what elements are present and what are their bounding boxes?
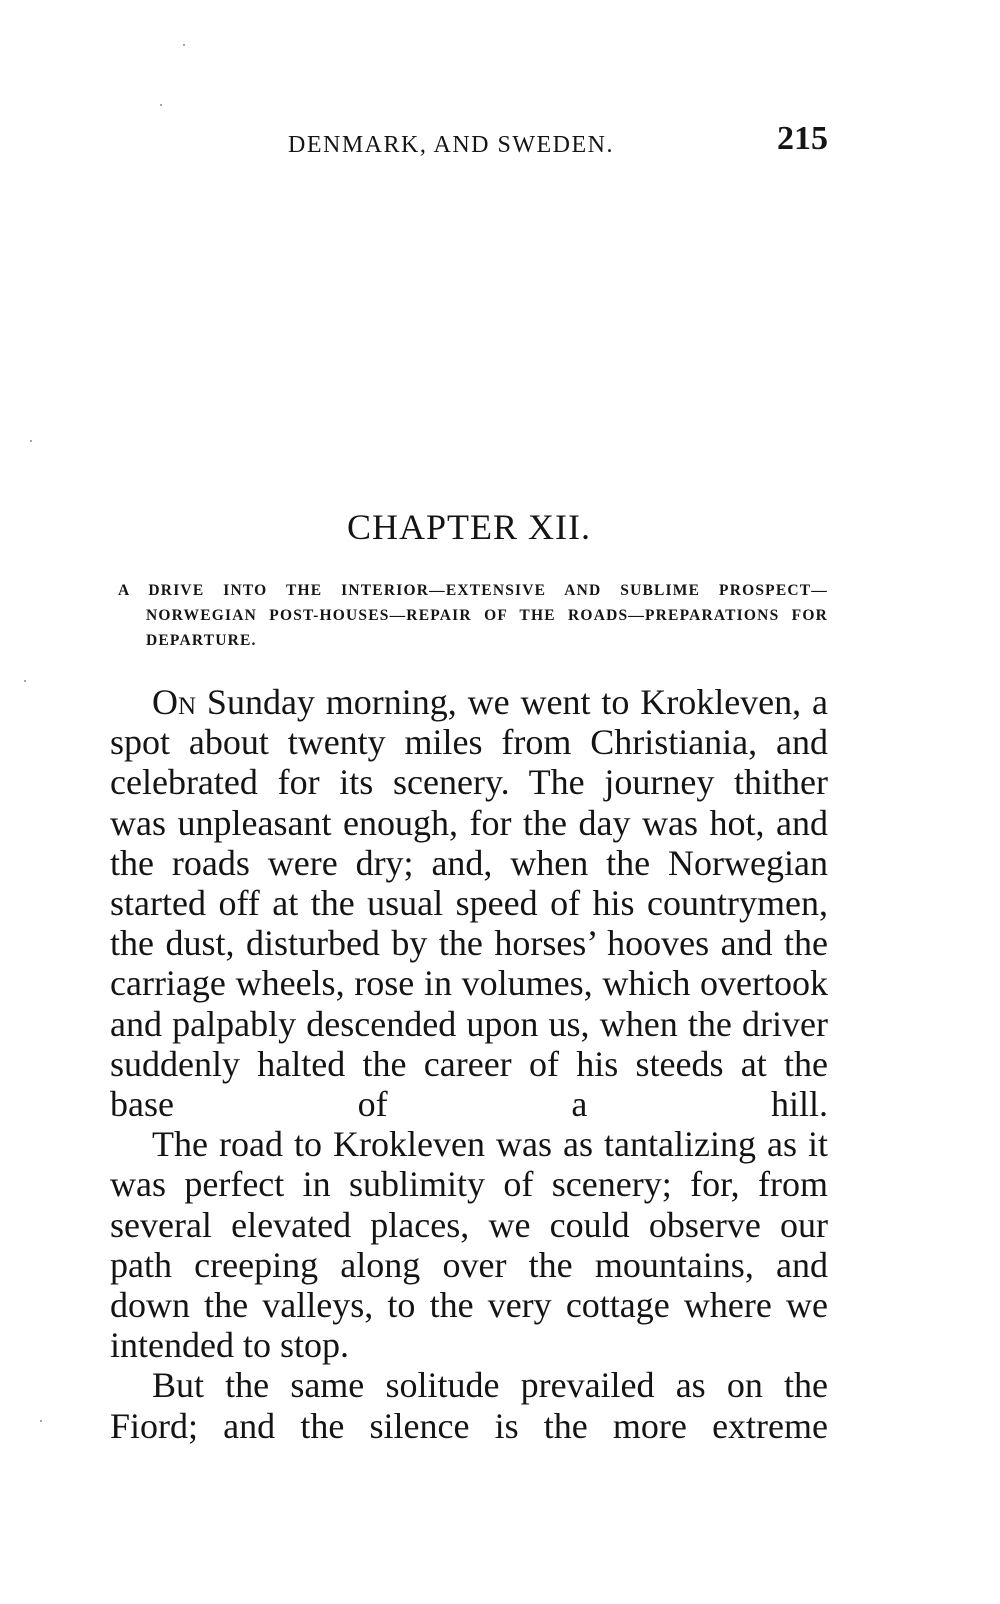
running-head	[110, 120, 828, 160]
paragraph: The road to Krokleven was as tantalizing as it was perfect in sublimity of scenery; for, from several elevated places, we could observe our path creeping along over the mountains, and down the valleys, to the very cottage where we intended to stop.	[110, 1124, 828, 1366]
paragraph	[110, 682, 828, 1124]
paragraph-lead-word: On	[152, 682, 197, 722]
chapter-title: CHAPTER XII.	[347, 507, 591, 547]
paragraph: But the same solitude prevailed as on the Fiord; and the silence is the more extreme	[110, 1365, 828, 1446]
page-number: 215	[777, 120, 828, 157]
paragraph-text: Sunday morning, we went to Krokleven, a spot about twenty miles from Christiania, and celebrated for its scenery. The journey thither was unpleasant enough, for the day was hot, and the roads were dry; and, when the Norwegian started off at the usual speed of his countrymen, the dust, disturbed by the horses’ hooves and the carriage wheels, rose in volumes, which overtook and palpably descended upon us, when the driver suddenly halted the career of his steeds at the base of a hill.	[110, 682, 828, 1125]
chapter-synopsis: A DRIVE INTO THE INTERIOR—EXTENSIVE AND SUBLIME PROSPECT—NORWEGIAN POST-HOUSES—REPAIR OF THE ROADS—PREPARATIONS FOR DEPARTURE.	[118, 582, 828, 649]
running-title: DENMARK, AND SWEDEN.	[288, 132, 614, 158]
body-text	[110, 682, 828, 1446]
